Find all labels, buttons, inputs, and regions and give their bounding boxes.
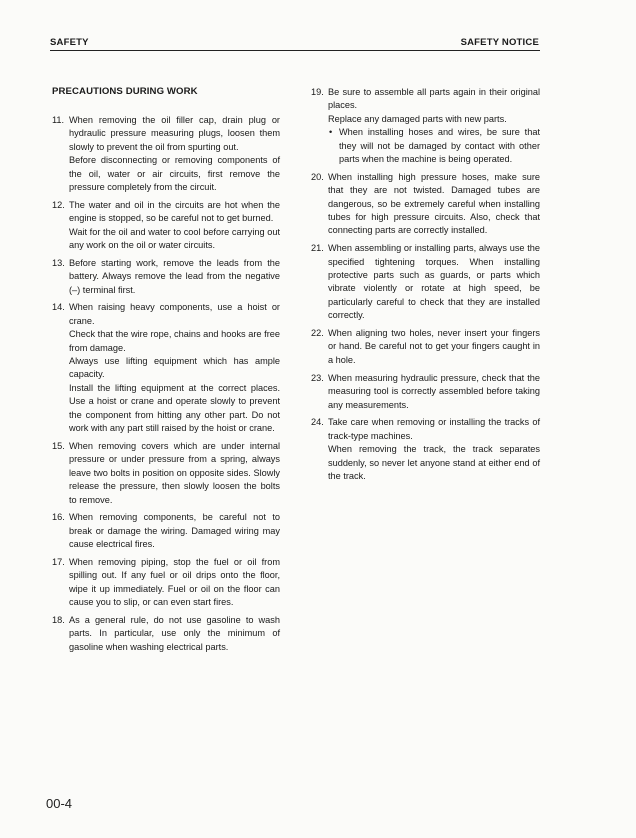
precaution-item xyxy=(52,301,280,435)
item-number: 17. xyxy=(52,556,65,567)
item-paragraph: Take care when removing or installing the tracks of track-type machines. xyxy=(328,417,540,441)
item-paragraph: When removing covers which are under internal pressure or under pressure from a spring, always leave two bolts in position on opposite sides. Slowly release the pressure, then slowly loosen the bolts to remove. xyxy=(69,440,280,505)
item-paragraph: Check that the wire rope, chains and hooks are free from damage. xyxy=(69,329,280,353)
precaution-item xyxy=(311,372,540,412)
item-paragraph: When aligning two holes, never insert your fingers or hand. Be careful not to get your fingers caught in a hole. xyxy=(328,328,540,365)
item-number: 24. xyxy=(311,417,324,428)
item-number: 12. xyxy=(52,199,65,210)
item-paragraph: Install the lifting equipment at the correct places. Use a hoist or crane and operate slowly to prevent the component from hitting any other part. Do not work with any part still raised by the hoist or crane. xyxy=(69,382,280,434)
precaution-item xyxy=(311,171,540,238)
precaution-item xyxy=(311,242,540,322)
left-column xyxy=(52,114,280,659)
item-paragraph: When assembling or installing parts, always use the specified tightening torques. When installing protective parts such as guards, or parts which vibrate violently or rotate at high speed, be particularly careful to check that they are installed correctly. xyxy=(328,243,540,321)
precaution-item xyxy=(52,440,280,507)
header-section-label: SAFETY xyxy=(50,37,89,48)
item-number: 14. xyxy=(52,302,65,313)
item-paragraph: When removing components, be careful not to break or damage the wiring. Damaged wiring may cause electrical fires. xyxy=(69,512,280,550)
item-paragraph: Before disconnecting or removing components of the oil, water or air circuits, first remove the pressure completely from the circuit. xyxy=(69,155,280,193)
item-paragraph: Wait for the oil and water to cool before carrying out any work on the oil or water circuits. xyxy=(69,226,280,251)
precaution-item xyxy=(52,114,280,194)
item-number: 15. xyxy=(52,440,65,451)
item-paragraph: Replace any damaged parts with new parts. xyxy=(328,113,507,124)
item-paragraph: Be sure to assemble all parts again in their original places. xyxy=(328,87,540,111)
item-number: 18. xyxy=(52,614,65,625)
item-paragraph: When raising heavy components, use a hoist or crane. xyxy=(69,302,280,326)
precaution-item xyxy=(52,511,280,551)
item-paragraph: When removing the oil filler cap, drain plug or hydraulic pressure measuring plugs, loosen them slowly to prevent the oil from spurting out. xyxy=(69,115,280,152)
item-number: 13. xyxy=(52,257,65,268)
section-title: PRECAUTIONS DURING WORK xyxy=(52,86,198,97)
item-number: 20. xyxy=(311,171,324,182)
item-paragraph: As a general rule, do not use gasoline to wash parts. In particular, use only the minimum of gasoline when washing electrical parts. xyxy=(69,614,280,652)
item-bullet: • When installing hoses and wires, be sure that they will not be damaged by contact with other parts when the machine is being operated. xyxy=(329,127,540,165)
bullet-dot-icon: • xyxy=(329,127,333,138)
item-paragraph: Before starting work, remove the leads from the battery. Always remove the lead from the negative (–) terminal first. xyxy=(69,257,280,295)
item-paragraph: When measuring hydraulic pressure, check that the measuring tool is correctly assembled before taking any measurements. xyxy=(328,372,540,410)
page-header xyxy=(50,36,540,51)
page-number: 00-4 xyxy=(46,796,73,811)
precaution-item xyxy=(311,327,540,367)
right-column xyxy=(311,86,540,488)
item-number: 19. xyxy=(311,87,324,97)
precaution-item xyxy=(52,556,280,610)
item-number: 11. xyxy=(52,115,65,125)
item-number: 21. xyxy=(311,243,324,254)
item-number: 22. xyxy=(311,328,324,339)
item-paragraph: Always use lifting equipment which has ample capacity. xyxy=(69,356,280,380)
precaution-item xyxy=(52,257,280,297)
item-paragraph: When removing the track, the track separates suddenly, so never let anyone stand at either end of the track. xyxy=(328,444,540,481)
precaution-item xyxy=(311,86,540,166)
item-paragraph: The water and oil in the circuits are hot when the engine is stopped, so be careful not to get burned. xyxy=(69,199,280,224)
item-number: 16. xyxy=(52,512,65,523)
item-paragraph: When installing high pressure hoses, make sure that they are not twisted. Damaged tubes are dangerous, so be extremely careful when installing tubes for high pressure circuits. Also, check that connecting parts are correctly installed. xyxy=(328,171,540,236)
precaution-item xyxy=(52,614,280,654)
header-notice-label: SAFETY NOTICE xyxy=(460,37,539,48)
precaution-item xyxy=(52,199,280,253)
item-number: 23. xyxy=(311,372,324,383)
item-paragraph: When removing piping, stop the fuel or oil from spilling out. If any fuel or oil drips onto the floor, wipe it up immediately. Fuel or oil on the floor can cause you to slip, or can even start fires. xyxy=(69,556,280,608)
precaution-item xyxy=(311,416,540,483)
